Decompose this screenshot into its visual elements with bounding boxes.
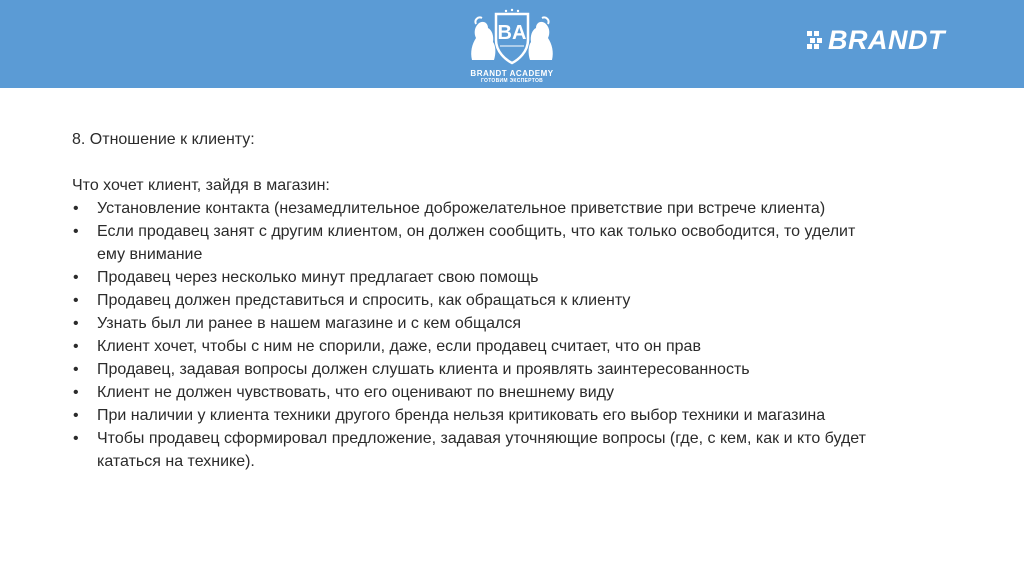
header-bar xyxy=(0,0,1024,88)
list-item xyxy=(72,312,872,335)
slide-content xyxy=(72,128,872,473)
bullet-icon: • xyxy=(73,361,79,378)
bullet-icon: • xyxy=(73,223,79,240)
list-item xyxy=(72,289,872,312)
list-item xyxy=(72,381,872,404)
list-item xyxy=(72,427,872,473)
list-item xyxy=(72,266,872,289)
list-item-text: Продавец должен представиться и спросить, как обращаться к клиенту xyxy=(97,292,631,309)
list-item-text: Если продавец занят с другим клиентом, он должен сообщить, что как только освободится, то уделит ему внимание xyxy=(97,223,856,263)
bullet-icon: • xyxy=(73,292,79,309)
intro-text: Что хочет клиент, зайдя в магазин: xyxy=(72,177,330,194)
list-item-text: Клиент хочет, чтобы с ним не спорили, даже, если продавец считает, что он прав xyxy=(97,338,701,355)
brandt-academy-logo xyxy=(462,8,562,88)
list-item-text: Продавец, задавая вопросы должен слушать клиента и проявлять заинтересованность xyxy=(97,361,750,378)
svg-text:BA: BA xyxy=(497,22,527,44)
academy-name: BRANDT ACADEMY xyxy=(470,69,554,78)
list-item xyxy=(72,335,872,358)
bullet-icon: • xyxy=(73,430,79,447)
academy-crest-icon xyxy=(466,8,558,66)
list-item xyxy=(72,197,872,220)
list-item xyxy=(72,358,872,381)
bullet-icon: • xyxy=(73,200,79,217)
bullet-icon: • xyxy=(73,407,79,424)
list-item-text: Чтобы продавец сформировал предложение, задавая уточняющие вопросы (где, с кем, как и кто будет кататься на технике). xyxy=(97,430,866,470)
brandt-logo xyxy=(806,24,945,56)
brandt-mark-icon xyxy=(806,30,824,50)
bullet-icon: • xyxy=(73,315,79,332)
list-item-text: При наличии у клиента техники другого бренда нельзя критиковать его выбор техники и магазина xyxy=(97,407,826,424)
list-item-text: Продавец через несколько минут предлагает свою помощь xyxy=(97,269,539,286)
list-item-text: Клиент не должен чувствовать, что его оценивают по внешнему виду xyxy=(97,384,614,401)
list-item xyxy=(72,404,872,427)
bullet-list xyxy=(72,197,872,473)
academy-tagline: ГОТОВИМ ЭКСПЕРТОВ xyxy=(480,78,544,84)
list-item xyxy=(72,220,872,266)
brandt-wordmark: BRANDT xyxy=(828,25,945,55)
section-heading: 8. Отношение к клиенту: xyxy=(72,131,255,148)
list-item-text: Установление контакта (незамедлительное доброжелательное приветствие при встрече клиента) xyxy=(97,200,826,217)
bullet-icon: • xyxy=(73,338,79,355)
bullet-icon: • xyxy=(73,384,79,401)
bullet-icon: • xyxy=(73,269,79,286)
list-item-text: Узнать был ли ранее в нашем магазине и с кем общался xyxy=(97,315,522,332)
